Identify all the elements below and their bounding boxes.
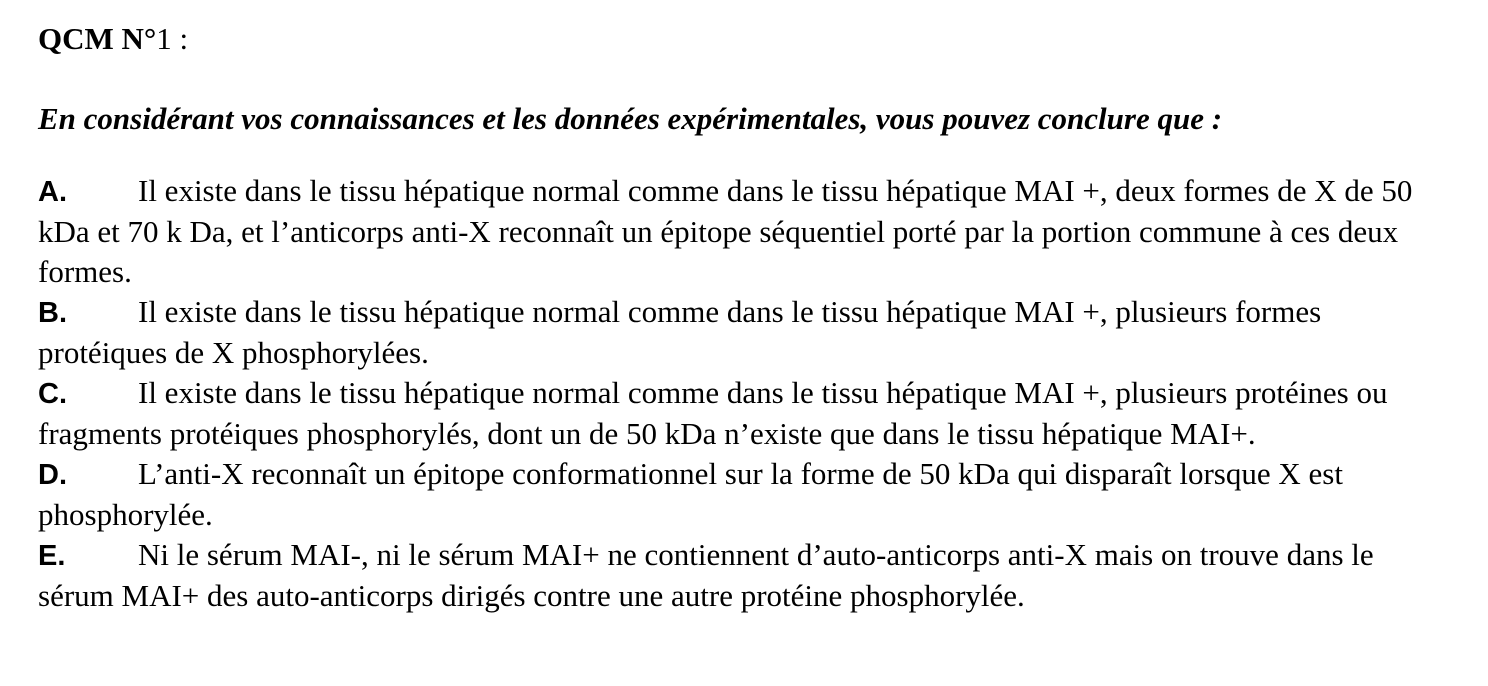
option-c bbox=[38, 373, 1438, 454]
option-b-text: Il existe dans le tissu hépatique normal comme dans le tissu hépatique MAI +, plusieurs formes protéiques de X phosphorylées. bbox=[38, 294, 1322, 370]
option-d bbox=[38, 454, 1438, 535]
option-e-letter: E. bbox=[38, 540, 66, 572]
question-prompt: En considérant vos connaissances et les données expérimentales, vous pouvez conclure que : bbox=[38, 101, 1223, 136]
mcq-title-label: QCM N° bbox=[38, 21, 157, 56]
answer-options bbox=[38, 171, 1438, 616]
option-a bbox=[38, 171, 1438, 292]
mcq-title-number: 1 : bbox=[156, 21, 189, 56]
option-b-letter: B. bbox=[38, 297, 67, 329]
option-c-text: Il existe dans le tissu hépatique normal comme dans le tissu hépatique MAI +, plusieurs protéines ou fragments protéiques phosphorylés, dont un de 50 kDa n’existe que dans le tissu hépatique MAI+. bbox=[38, 375, 1388, 451]
option-a-letter: A. bbox=[38, 176, 67, 208]
option-d-text: L’anti-X reconnaît un épitope conformationnel sur la forme de 50 kDa qui disparaît lorsque X est phosphorylée. bbox=[38, 456, 1343, 532]
option-b bbox=[38, 292, 1438, 373]
option-e-text: Ni le sérum MAI-, ni le sérum MAI+ ne contiennent d’auto-anticorps anti-X mais on trouve dans le sérum MAI+ des auto-anticorps dirigés contre une autre protéine phosphorylée. bbox=[38, 537, 1374, 613]
option-a-text: Il existe dans le tissu hépatique normal comme dans le tissu hépatique MAI +, deux formes de X de 50 kDa et 70 k Da, et l’anticorps anti-X reconnaît un épitope séquentiel porté par la portion commune à ces deux formes. bbox=[38, 173, 1413, 289]
option-d-letter: D. bbox=[38, 459, 67, 491]
mcq-title bbox=[38, 20, 188, 58]
option-c-letter: C. bbox=[38, 378, 67, 410]
option-e bbox=[38, 535, 1438, 616]
